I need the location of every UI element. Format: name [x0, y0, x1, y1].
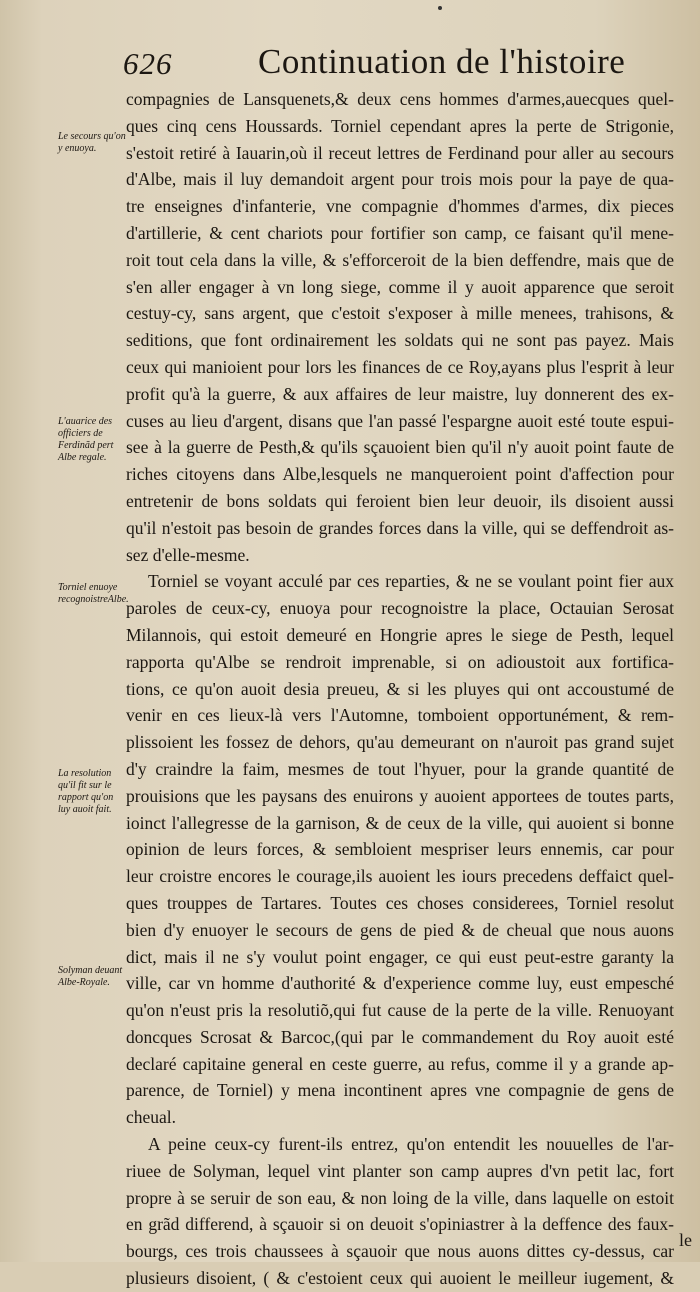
text-line: cuses au lieu d'argent, disans que l'an passé l'espargne auoit esté toute espui- — [126, 410, 674, 431]
running-title: Continuation de l'histoire — [258, 42, 626, 81]
text-line: profit qu'à la guerre, & aux affaires de leur maistre, luy donnerent des ex- — [126, 383, 674, 404]
text-line: tions, ce qu'on auoit desia preueu, & si les pluyes qui ont accoustumé de — [126, 678, 674, 699]
text-line: d'artillerie, & cent chariots pour fortifier son camp, ce faisant qu'il mene- — [126, 222, 674, 243]
text-line: see à la guerre de Pesth,& qu'ils sçauoient bien qu'il n'y auoit point faute de — [126, 437, 674, 458]
margin-note: Solyman deuant Albe-Royale. — [58, 965, 123, 988]
catchword: le — [679, 1230, 692, 1250]
text-line: ques trouppes de Tartares. Toutes ces choses considerees, Torniel resolut — [126, 892, 674, 913]
text-line: venir en ces lieux-là vers l'Automne, tomboient opportunément, & rem- — [126, 705, 674, 726]
text-line: riches citoyens dans Albe,lesquels ne manqueroient point d'affection pour — [126, 464, 674, 485]
text-line: d'y craindre la faim, mesmes de tout l'hyuer, pour la grande quantité de — [126, 758, 674, 779]
margin-note: Le secours qu'on y enuoya. — [58, 131, 126, 154]
text-line: sez d'elle-mesme. — [126, 544, 250, 565]
page-header — [118, 38, 678, 86]
text-line: seditions, que font ordinairement les soldats qui ne sont pas payez. Mais — [126, 330, 674, 351]
text-line: propre à se seruir de son eau, & non loing de la ville, dans laquelle on estoit — [126, 1187, 674, 1208]
text-line: plusieurs disoient, ( & c'estoient ceux qui auoient le meilleur iugement, & — [126, 1268, 674, 1289]
text-line: declaré capitaine general en ceste guerre, au refus, comme il y a grande ap- — [126, 1053, 674, 1074]
printer-mark — [438, 6, 442, 10]
margin-note: La resolution qu'il fit sur le rapport qu'on luy auoit fait. — [58, 768, 114, 815]
paragraph-start-line: A peine ceux-cy furent-ils entrez, qu'on entendit les nouuelles de l'ar- — [148, 1134, 674, 1155]
text-line: qu'on n'eust pris la resolutiõ,qui fut cause de la perte de la ville. Renuoyant — [126, 1000, 674, 1021]
text-line: bien d'y enuoyer le secours de gens de pied & de cheual que nous auons — [126, 919, 674, 940]
text-line: plissoient les fossez de dehors, qu'au demeurant on n'auroit pas grand sujet — [126, 732, 674, 753]
text-line: qu'il n'estoit pas besoin de grandes forces dans la ville, qui se deffendroit as- — [126, 517, 674, 538]
text-line: entretenir de bons soldats qui feroient bien leur deuoir, ils disoient aussi — [126, 490, 674, 511]
margin-note: Torniel enuoye recognoistreAlbe. — [58, 582, 129, 605]
text-line: parence, de Torniel) y mena incontinent apres vne compagnie de gens de — [126, 1080, 674, 1101]
text-line: s'estoit retiré à Iauarin,où il receut lettres de Ferdinand pour aller au secours — [126, 142, 674, 163]
text-line: s'en aller engager à vn long siege, comme il y auoit apparence que seroit — [126, 276, 674, 297]
paragraph-start-line: Torniel se voyant acculé par ces reparties, & ne se voulant point fier aux — [148, 571, 674, 592]
text-line: compagnies de Lansquenets,& deux cens hommes d'armes,auecques quel- — [126, 89, 674, 109]
text-line: paroles de ceux-cy, enuoya pour recognoistre la place, Octauian Serosat — [126, 598, 674, 619]
text-line: rapporta qu'Albe se rendroit imprenable, si on adioustoit aux fortifica- — [126, 651, 674, 672]
text-line: ceux qui manioient pour lors les finances de ce Roy,ayans plus l'esprit à leur — [126, 356, 674, 377]
margin-note: L'auarice des officiers de Ferdinãd pert Albe regale. — [58, 416, 114, 463]
text-line: riuee de Solyman, lequel vint planter son camp aupres d'vn petit lac, fort — [126, 1160, 674, 1181]
text-line: prouisions que les paysans des enuirons y auoient apportees de toutes parts, — [126, 785, 674, 806]
text-line: ques cinq cens Houssards. Torniel cependant apres la perte de Strigonie, — [126, 115, 674, 136]
text-line: doncques Scrosat & Barcoc,(qui par le commandement du Roy auoit esté — [126, 1026, 674, 1047]
text-line: en grãd differend, à sçauoir si on deuoit s'opiniastrer à la deffence des faux- — [126, 1214, 674, 1235]
page-number: 626 — [123, 46, 173, 81]
text-line: ville, car vn homme d'authorité & d'experience comme luy, eust empesché — [126, 973, 674, 994]
text-line: ioinct l'allegresse de la garnison, & de ceux de la ville, qui auoient si bonne — [126, 812, 674, 833]
text-line: bourgs, ces trois chaussees à sçauoir que nous auons dittes cy-dessus, car — [126, 1241, 674, 1262]
text-line: opinion de leurs forces, & sembloient mespriser leurs ennemis, car pour — [126, 839, 674, 860]
body-text — [126, 86, 674, 1292]
text-line: roit tout cela dans la ville, & s'efforceroit de la bien deffendre, mais que de — [126, 249, 674, 270]
text-line: cheual. — [126, 1107, 177, 1128]
text-line: tre enseignes d'infanterie, vne compagnie d'hommes d'armes, dix pieces — [126, 196, 674, 217]
text-line: cestuy-cy, sans argent, que c'estoit s'exposer à mille menees, trahisons, & — [126, 303, 674, 324]
margin-notes — [0, 0, 129, 1262]
text-line: dict, mais il ne s'y voulut point engager, ce qui eust peut-estre garanty la — [126, 946, 674, 967]
text-line: Milannois, qui estoit demeuré en Hongrie apres le siege de Pesth, lequel — [126, 624, 674, 645]
text-line: d'Albe, mais il luy demandoit argent pour trois mois pour la paye de qua- — [126, 169, 674, 190]
text-line: leur croistre encores le courage,ils auoient les iours precedens deffaict quel- — [126, 866, 674, 887]
